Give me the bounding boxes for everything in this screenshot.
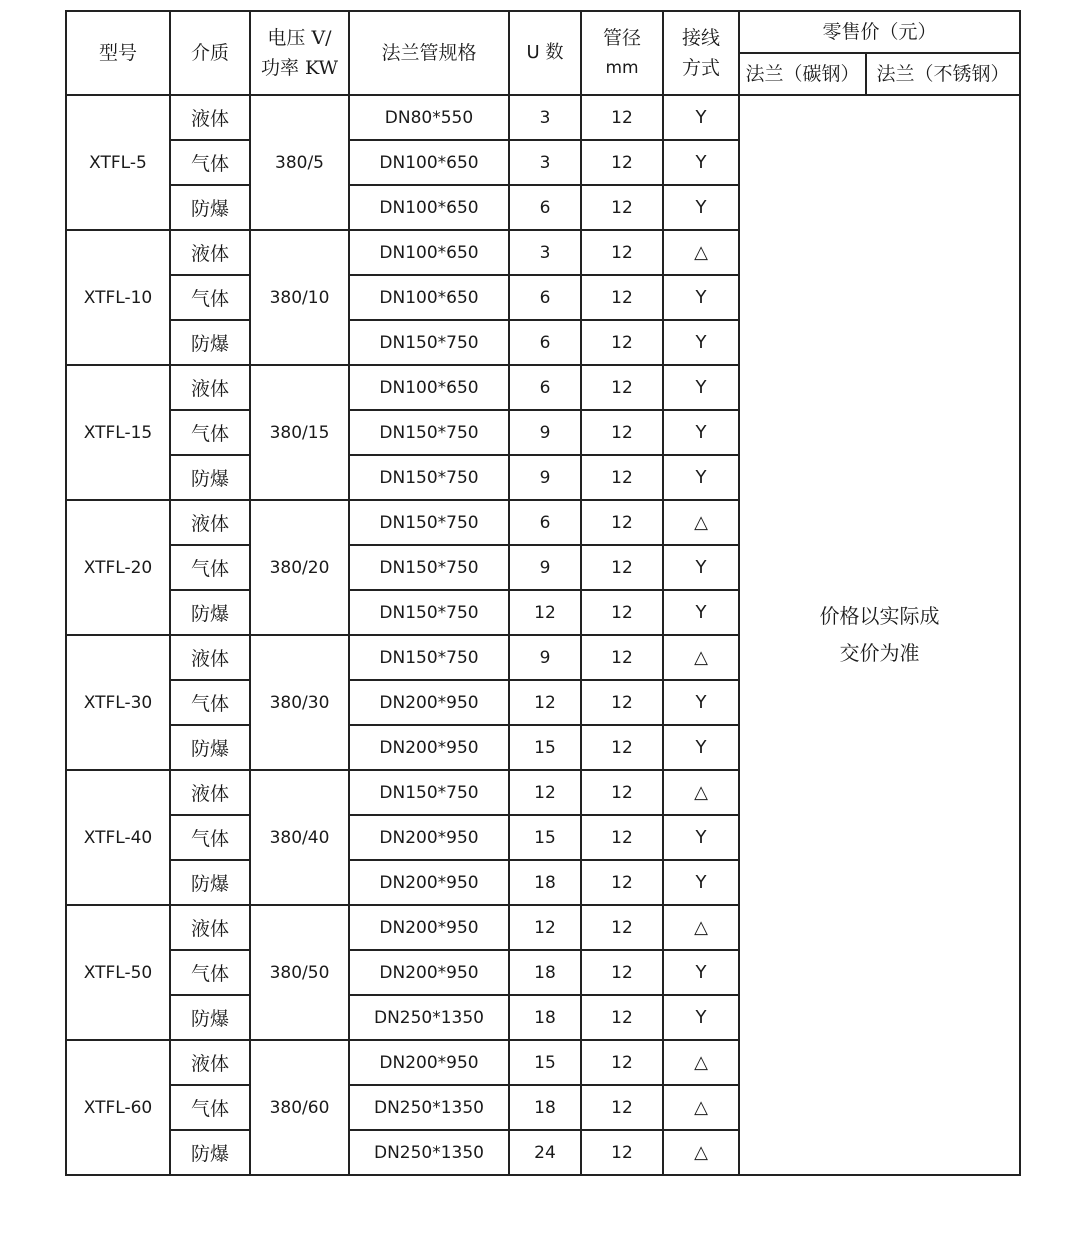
pipe-diameter-cell: 12: [581, 410, 663, 455]
header-flange-stainless: 法兰（不锈钢）: [866, 53, 1020, 95]
wiring-cell: Y: [663, 275, 739, 320]
wiring-cell: Y: [663, 455, 739, 500]
flange-spec-cell: DN250*1350: [349, 1130, 509, 1175]
medium-cell: 防爆: [170, 590, 250, 635]
flange-spec-cell: DN150*750: [349, 320, 509, 365]
pipe-diameter-cell: 12: [581, 185, 663, 230]
voltage-power-cell: 380/10: [250, 230, 349, 365]
medium-cell: 液体: [170, 905, 250, 950]
medium-cell: 防爆: [170, 455, 250, 500]
model-cell: XTFL-50: [66, 905, 170, 1040]
u-count-cell: 9: [509, 455, 581, 500]
header-pipe-line1: 管径: [602, 27, 641, 49]
price-cell: [739, 95, 1020, 1175]
medium-cell: 气体: [170, 140, 250, 185]
medium-cell: 液体: [170, 1040, 250, 1085]
u-count-cell: 3: [509, 95, 581, 140]
flange-spec-cell: DN150*750: [349, 770, 509, 815]
flange-spec-cell: DN150*750: [349, 410, 509, 455]
flange-spec-cell: DN150*750: [349, 545, 509, 590]
header-model: 型号: [66, 11, 170, 95]
flange-spec-cell: DN200*950: [349, 1040, 509, 1085]
header-voltage-line1: 电压 V/: [267, 27, 332, 49]
wiring-cell: Y: [663, 725, 739, 770]
table-header: [66, 11, 1020, 95]
pipe-diameter-cell: 12: [581, 320, 663, 365]
header-wiring-line2: 方式: [681, 57, 720, 79]
u-count-cell: 6: [509, 275, 581, 320]
wiring-cell: Y: [663, 950, 739, 995]
u-count-cell: 9: [509, 635, 581, 680]
u-count-cell: 15: [509, 815, 581, 860]
u-count-cell: 6: [509, 185, 581, 230]
medium-cell: 防爆: [170, 995, 250, 1040]
u-count-cell: 3: [509, 230, 581, 275]
u-count-cell: 18: [509, 995, 581, 1040]
pipe-diameter-cell: 12: [581, 230, 663, 275]
header-medium: 介质: [170, 11, 250, 95]
flange-spec-cell: DN250*1350: [349, 1085, 509, 1130]
header-voltage-line2: 功率 KW: [260, 57, 339, 79]
flange-spec-cell: DN200*950: [349, 905, 509, 950]
voltage-power-cell: 380/15: [250, 365, 349, 500]
flange-spec-cell: DN150*750: [349, 635, 509, 680]
flange-spec-cell: DN150*750: [349, 590, 509, 635]
medium-cell: 气体: [170, 275, 250, 320]
medium-cell: 气体: [170, 545, 250, 590]
pipe-diameter-cell: 12: [581, 95, 663, 140]
voltage-power-cell: 380/50: [250, 905, 349, 1040]
voltage-power-cell: 380/20: [250, 500, 349, 635]
pipe-diameter-cell: 12: [581, 500, 663, 545]
pipe-diameter-cell: 12: [581, 950, 663, 995]
wiring-cell: Y: [663, 320, 739, 365]
u-count-cell: 12: [509, 770, 581, 815]
model-cell: XTFL-20: [66, 500, 170, 635]
flange-spec-cell: DN200*950: [349, 680, 509, 725]
wiring-cell: △: [663, 635, 739, 680]
u-count-cell: 6: [509, 320, 581, 365]
medium-cell: 液体: [170, 230, 250, 275]
pipe-diameter-cell: 12: [581, 995, 663, 1040]
wiring-cell: △: [663, 1085, 739, 1130]
table-body: [66, 95, 1020, 1175]
voltage-power-cell: 380/5: [250, 95, 349, 230]
wiring-cell: Y: [663, 590, 739, 635]
u-count-cell: 15: [509, 1040, 581, 1085]
model-cell: XTFL-30: [66, 635, 170, 770]
u-count-cell: 18: [509, 1085, 581, 1130]
medium-cell: 液体: [170, 365, 250, 410]
pipe-diameter-cell: 12: [581, 365, 663, 410]
header-flange-spec: 法兰管规格: [349, 11, 509, 95]
flange-spec-cell: DN200*950: [349, 725, 509, 770]
flange-spec-cell: DN100*650: [349, 365, 509, 410]
pipe-diameter-cell: 12: [581, 455, 663, 500]
wiring-cell: △: [663, 230, 739, 275]
wiring-cell: Y: [663, 995, 739, 1040]
u-count-cell: 12: [509, 590, 581, 635]
medium-cell: 气体: [170, 815, 250, 860]
voltage-power-cell: 380/40: [250, 770, 349, 905]
wiring-cell: Y: [663, 95, 739, 140]
wiring-cell: △: [663, 1040, 739, 1085]
medium-cell: 液体: [170, 635, 250, 680]
flange-spec-cell: DN80*550: [349, 95, 509, 140]
header-u-count: U 数: [509, 11, 581, 95]
wiring-cell: Y: [663, 185, 739, 230]
pipe-diameter-cell: 12: [581, 590, 663, 635]
flange-spec-cell: DN200*950: [349, 860, 509, 905]
wiring-cell: △: [663, 1130, 739, 1175]
flange-spec-cell: DN200*950: [349, 815, 509, 860]
header-wiring-line1: 接线: [681, 27, 720, 49]
medium-cell: 气体: [170, 950, 250, 995]
wiring-cell: Y: [663, 140, 739, 185]
u-count-cell: 6: [509, 365, 581, 410]
header-retail-price: 零售价（元）: [739, 11, 1020, 53]
u-count-cell: 12: [509, 680, 581, 725]
medium-cell: 防爆: [170, 185, 250, 230]
wiring-cell: Y: [663, 365, 739, 410]
pipe-diameter-cell: 12: [581, 860, 663, 905]
pipe-diameter-cell: 12: [581, 815, 663, 860]
medium-cell: 防爆: [170, 860, 250, 905]
flange-spec-cell: DN150*750: [349, 500, 509, 545]
medium-cell: 液体: [170, 500, 250, 545]
u-count-cell: 24: [509, 1130, 581, 1175]
pipe-diameter-cell: 12: [581, 725, 663, 770]
header-pipe-diameter: [581, 11, 663, 95]
voltage-power-cell: 380/30: [250, 635, 349, 770]
voltage-power-cell: 380/60: [250, 1040, 349, 1175]
flange-spec-cell: DN250*1350: [349, 995, 509, 1040]
flange-spec-cell: DN100*650: [349, 230, 509, 275]
header-pipe-line2: mm: [605, 58, 639, 78]
u-count-cell: 9: [509, 545, 581, 590]
model-cell: XTFL-40: [66, 770, 170, 905]
pipe-diameter-cell: 12: [581, 1085, 663, 1130]
spec-table: [65, 10, 1021, 1176]
wiring-cell: △: [663, 770, 739, 815]
wiring-cell: Y: [663, 680, 739, 725]
pipe-diameter-cell: 12: [581, 1040, 663, 1085]
medium-cell: 气体: [170, 410, 250, 455]
u-count-cell: 6: [509, 500, 581, 545]
header-flange-carbon: 法兰（碳钢）: [739, 53, 866, 95]
medium-cell: 液体: [170, 770, 250, 815]
pipe-diameter-cell: 12: [581, 1130, 663, 1175]
u-count-cell: 15: [509, 725, 581, 770]
model-cell: XTFL-60: [66, 1040, 170, 1175]
wiring-cell: Y: [663, 545, 739, 590]
u-count-cell: 18: [509, 860, 581, 905]
model-cell: XTFL-15: [66, 365, 170, 500]
medium-cell: 防爆: [170, 320, 250, 365]
flange-spec-cell: DN100*650: [349, 185, 509, 230]
medium-cell: 气体: [170, 680, 250, 725]
model-cell: XTFL-10: [66, 230, 170, 365]
u-count-cell: 18: [509, 950, 581, 995]
price-note: 价格以实际成交价为准: [819, 604, 940, 665]
wiring-cell: △: [663, 500, 739, 545]
wiring-cell: Y: [663, 410, 739, 455]
medium-cell: 防爆: [170, 725, 250, 770]
u-count-cell: 9: [509, 410, 581, 455]
flange-spec-cell: DN100*650: [349, 275, 509, 320]
pipe-diameter-cell: 12: [581, 545, 663, 590]
header-wiring: [663, 11, 739, 95]
medium-cell: 液体: [170, 95, 250, 140]
pipe-diameter-cell: 12: [581, 905, 663, 950]
pipe-diameter-cell: 12: [581, 770, 663, 815]
medium-cell: 防爆: [170, 1130, 250, 1175]
pipe-diameter-cell: 12: [581, 680, 663, 725]
model-cell: XTFL-5: [66, 95, 170, 230]
flange-spec-cell: DN150*750: [349, 455, 509, 500]
pipe-diameter-cell: 12: [581, 140, 663, 185]
medium-cell: 气体: [170, 1085, 250, 1130]
u-count-cell: 12: [509, 905, 581, 950]
flange-spec-cell: DN100*650: [349, 140, 509, 185]
u-count-cell: 3: [509, 140, 581, 185]
wiring-cell: Y: [663, 860, 739, 905]
pipe-diameter-cell: 12: [581, 275, 663, 320]
table-row: [66, 95, 1020, 140]
flange-spec-cell: DN200*950: [349, 950, 509, 995]
wiring-cell: Y: [663, 815, 739, 860]
header-voltage: [250, 11, 349, 95]
pipe-diameter-cell: 12: [581, 635, 663, 680]
wiring-cell: △: [663, 905, 739, 950]
